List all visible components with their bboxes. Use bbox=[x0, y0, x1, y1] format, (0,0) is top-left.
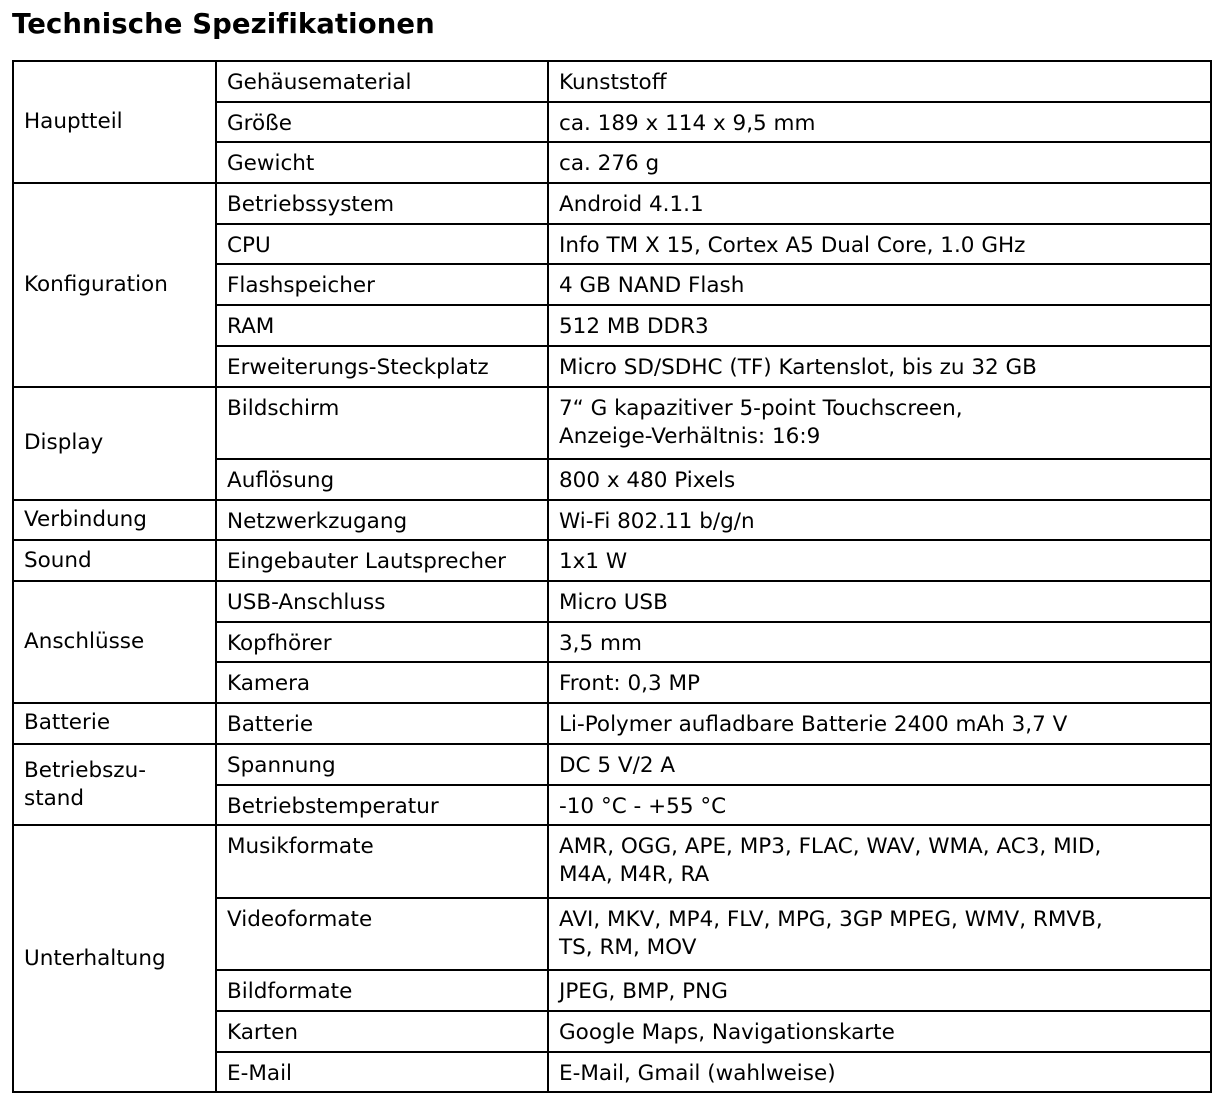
spec-value bbox=[559, 103, 1200, 138]
spec-label-cell bbox=[216, 1011, 548, 1052]
spec-label: Kamera bbox=[227, 671, 311, 697]
spec-value-cell bbox=[548, 387, 1211, 460]
spec-label-cell bbox=[216, 224, 548, 265]
spec-label-cell bbox=[216, 61, 548, 102]
spec-value-line: AVI, MKV, MP4, FLV, MPG, 3GP MPEG, WMV, RMVB, bbox=[559, 906, 1103, 932]
spec-value-line: DC 5 V/2 A bbox=[559, 752, 676, 778]
spec-label-cell bbox=[216, 970, 548, 1011]
spec-value bbox=[559, 1053, 1200, 1088]
spec-value-line: AMR, OGG, APE, MP3, FLAC, WAV, WMA, AC3, MID, bbox=[559, 834, 1102, 860]
spec-label: Bildschirm bbox=[227, 395, 340, 421]
spec-value-line: Micro USB bbox=[559, 590, 668, 616]
category-cell bbox=[13, 744, 216, 825]
spec-label-cell bbox=[216, 305, 548, 346]
spec-value-line: Anzeige-Verhältnis: 16:9 bbox=[559, 423, 821, 449]
spec-label-cell bbox=[216, 500, 548, 541]
category-cell bbox=[13, 540, 216, 581]
spec-value bbox=[559, 786, 1200, 821]
category-label bbox=[24, 429, 205, 457]
spec-value-cell bbox=[548, 102, 1211, 143]
spec-row bbox=[13, 825, 1211, 898]
spec-label-cell bbox=[216, 459, 548, 500]
spec-row bbox=[13, 744, 1211, 785]
spec-value-cell bbox=[548, 1011, 1211, 1052]
spec-value bbox=[559, 225, 1200, 260]
spec-label-cell bbox=[216, 622, 548, 663]
spec-value-cell bbox=[548, 1052, 1211, 1093]
spec-label-cell bbox=[216, 142, 548, 183]
spec-row bbox=[13, 540, 1211, 581]
spec-value-cell bbox=[548, 459, 1211, 500]
spec-value-cell bbox=[548, 264, 1211, 305]
spec-value-cell bbox=[548, 224, 1211, 265]
spec-label: USB-Anschluss bbox=[227, 590, 386, 616]
spec-value bbox=[559, 143, 1200, 178]
spec-value-line: TS, RM, MOV bbox=[559, 934, 697, 960]
spec-label: CPU bbox=[227, 232, 271, 258]
spec-label-cell bbox=[216, 264, 548, 305]
spec-label: Videoformate bbox=[227, 906, 373, 932]
spec-label-cell bbox=[216, 1052, 548, 1093]
spec-label: E-Mail bbox=[227, 1060, 293, 1086]
spec-label-cell bbox=[216, 703, 548, 744]
category-label bbox=[24, 945, 205, 973]
category-label-line: Verbindung bbox=[24, 507, 147, 533]
category-label-line: Batterie bbox=[24, 710, 111, 736]
spec-value-cell bbox=[548, 500, 1211, 541]
spec-table-body bbox=[13, 61, 1211, 1092]
category-label bbox=[24, 757, 205, 813]
category-label-line: Hauptteil bbox=[24, 109, 123, 135]
spec-label: Betriebssystem bbox=[227, 192, 395, 218]
spec-value-cell bbox=[548, 346, 1211, 387]
category-cell bbox=[13, 825, 216, 1092]
spec-value-cell bbox=[548, 785, 1211, 826]
spec-value-line: -10 °C - +55 °C bbox=[559, 793, 727, 819]
spec-label: Gewicht bbox=[227, 151, 315, 177]
spec-label-cell bbox=[216, 387, 548, 460]
category-label bbox=[24, 271, 205, 299]
category-cell bbox=[13, 61, 216, 183]
category-label-line: stand bbox=[24, 785, 85, 811]
spec-value bbox=[559, 460, 1200, 495]
spec-value-cell bbox=[548, 305, 1211, 346]
spec-label: Auflösung bbox=[227, 468, 335, 493]
spec-value-line: 512 MB DDR3 bbox=[559, 314, 709, 340]
spec-value bbox=[559, 541, 1200, 576]
spec-label-cell bbox=[216, 581, 548, 622]
spec-value bbox=[559, 184, 1200, 219]
category-label-line: Anschlüsse bbox=[24, 629, 145, 655]
spec-value bbox=[559, 971, 1200, 1006]
spec-value-line: Li-Polymer aufladbare Batterie 2400 mAh 3,7 V bbox=[559, 712, 1068, 738]
spec-value-cell bbox=[548, 142, 1211, 183]
spec-label: Kopfhörer bbox=[227, 630, 332, 656]
spec-value-line: Kunststoff bbox=[559, 70, 667, 95]
spec-value bbox=[559, 899, 1200, 962]
category-label-line: Konfiguration bbox=[24, 271, 168, 297]
spec-value-line: 800 x 480 Pixels bbox=[559, 468, 736, 493]
page-title: Technische Spezifikationen bbox=[12, 8, 435, 40]
spec-value-cell bbox=[548, 622, 1211, 663]
spec-label: Netzwerkzugang bbox=[227, 508, 408, 534]
spec-value bbox=[559, 663, 1200, 698]
category-cell bbox=[13, 703, 216, 744]
category-label bbox=[24, 108, 205, 136]
category-label-line: Display bbox=[24, 430, 104, 456]
spec-row bbox=[13, 183, 1211, 224]
spec-value-line: Android 4.1.1 bbox=[559, 192, 704, 218]
spec-value-cell bbox=[548, 703, 1211, 744]
spec-value-line: 7“ G kapazitiver 5-point Touchscreen, bbox=[559, 395, 963, 421]
spec-value-line: 4 GB NAND Flash bbox=[559, 273, 745, 299]
spec-label-cell bbox=[216, 898, 548, 971]
spec-value bbox=[559, 388, 1200, 451]
category-label bbox=[24, 628, 205, 656]
spec-label: Flashspeicher bbox=[227, 273, 375, 299]
spec-label-cell bbox=[216, 744, 548, 785]
spec-value-line: ca. 276 g bbox=[559, 151, 660, 177]
spec-value-line: Google Maps, Navigationskarte bbox=[559, 1019, 895, 1045]
spec-value bbox=[559, 623, 1200, 658]
spec-label: Gehäusematerial bbox=[227, 70, 412, 95]
spec-label: Betriebstemperatur bbox=[227, 793, 439, 819]
spec-value-line: Micro SD/SDHC (TF) Kartenslot, bis zu 32 GB bbox=[559, 354, 1037, 380]
spec-value-cell bbox=[548, 662, 1211, 703]
spec-row bbox=[13, 703, 1211, 744]
category-cell bbox=[13, 500, 216, 541]
spec-label: Musikformate bbox=[227, 834, 374, 860]
spec-row bbox=[13, 500, 1211, 541]
spec-value-line: ca. 189 x 114 x 9,5 mm bbox=[559, 110, 816, 136]
spec-value-line: 1x1 W bbox=[559, 549, 628, 575]
spec-label: Eingebauter Lautsprecher bbox=[227, 549, 507, 575]
spec-value-cell bbox=[548, 970, 1211, 1011]
category-label-line: Unterhaltung bbox=[24, 945, 166, 971]
category-label bbox=[24, 709, 205, 737]
spec-label: Spannung bbox=[227, 752, 336, 778]
spec-value-line: 3,5 mm bbox=[559, 630, 642, 656]
spec-row bbox=[13, 581, 1211, 622]
spec-value bbox=[559, 1012, 1200, 1047]
spec-value-line: Info TM X 15, Cortex A5 Dual Core, 1.0 GHz bbox=[559, 232, 1026, 258]
spec-value bbox=[559, 501, 1200, 536]
spec-label: RAM bbox=[227, 314, 275, 340]
spec-label: Karten bbox=[227, 1019, 299, 1045]
category-label-line: Sound bbox=[24, 547, 92, 573]
spec-row bbox=[13, 387, 1211, 460]
category-label bbox=[24, 547, 205, 575]
spec-value-cell bbox=[548, 744, 1211, 785]
spec-value bbox=[559, 745, 1200, 780]
spec-label: Größe bbox=[227, 110, 292, 136]
spec-value-line: JPEG, BMP, PNG bbox=[559, 979, 728, 1005]
spec-value-line: Wi-Fi 802.11 b/g/n bbox=[559, 508, 755, 534]
spec-value-line: E-Mail, Gmail (wahlweise) bbox=[559, 1060, 836, 1086]
spec-label-cell bbox=[216, 825, 548, 898]
spec-value bbox=[559, 265, 1200, 300]
spec-value bbox=[559, 582, 1200, 617]
spec-label-cell bbox=[216, 662, 548, 703]
category-label bbox=[24, 506, 205, 534]
spec-value bbox=[559, 826, 1200, 889]
spec-label-cell bbox=[216, 183, 548, 224]
spec-value-cell bbox=[548, 825, 1211, 898]
spec-value-cell bbox=[548, 61, 1211, 102]
spec-value-cell bbox=[548, 540, 1211, 581]
category-cell bbox=[13, 387, 216, 500]
spec-label: Erweiterungs-Steckplatz bbox=[227, 354, 489, 380]
spec-row bbox=[13, 61, 1211, 102]
spec-value-cell bbox=[548, 183, 1211, 224]
spec-value-line: M4A, M4R, RA bbox=[559, 862, 710, 888]
spec-table bbox=[12, 60, 1212, 1093]
spec-label-cell bbox=[216, 540, 548, 581]
category-cell bbox=[13, 183, 216, 386]
spec-value-cell bbox=[548, 898, 1211, 971]
spec-label-cell bbox=[216, 102, 548, 143]
spec-value bbox=[559, 704, 1200, 739]
spec-label-cell bbox=[216, 785, 548, 826]
category-label-line: Betriebszu- bbox=[24, 757, 146, 783]
spec-value bbox=[559, 306, 1200, 341]
spec-value-line: Front: 0,3 MP bbox=[559, 671, 700, 697]
spec-label: Batterie bbox=[227, 712, 314, 738]
spec-value bbox=[559, 62, 1200, 97]
spec-label: Bildformate bbox=[227, 979, 353, 1005]
spec-label-cell bbox=[216, 346, 548, 387]
category-cell bbox=[13, 581, 216, 703]
spec-value-cell bbox=[548, 581, 1211, 622]
spec-value bbox=[559, 347, 1200, 382]
